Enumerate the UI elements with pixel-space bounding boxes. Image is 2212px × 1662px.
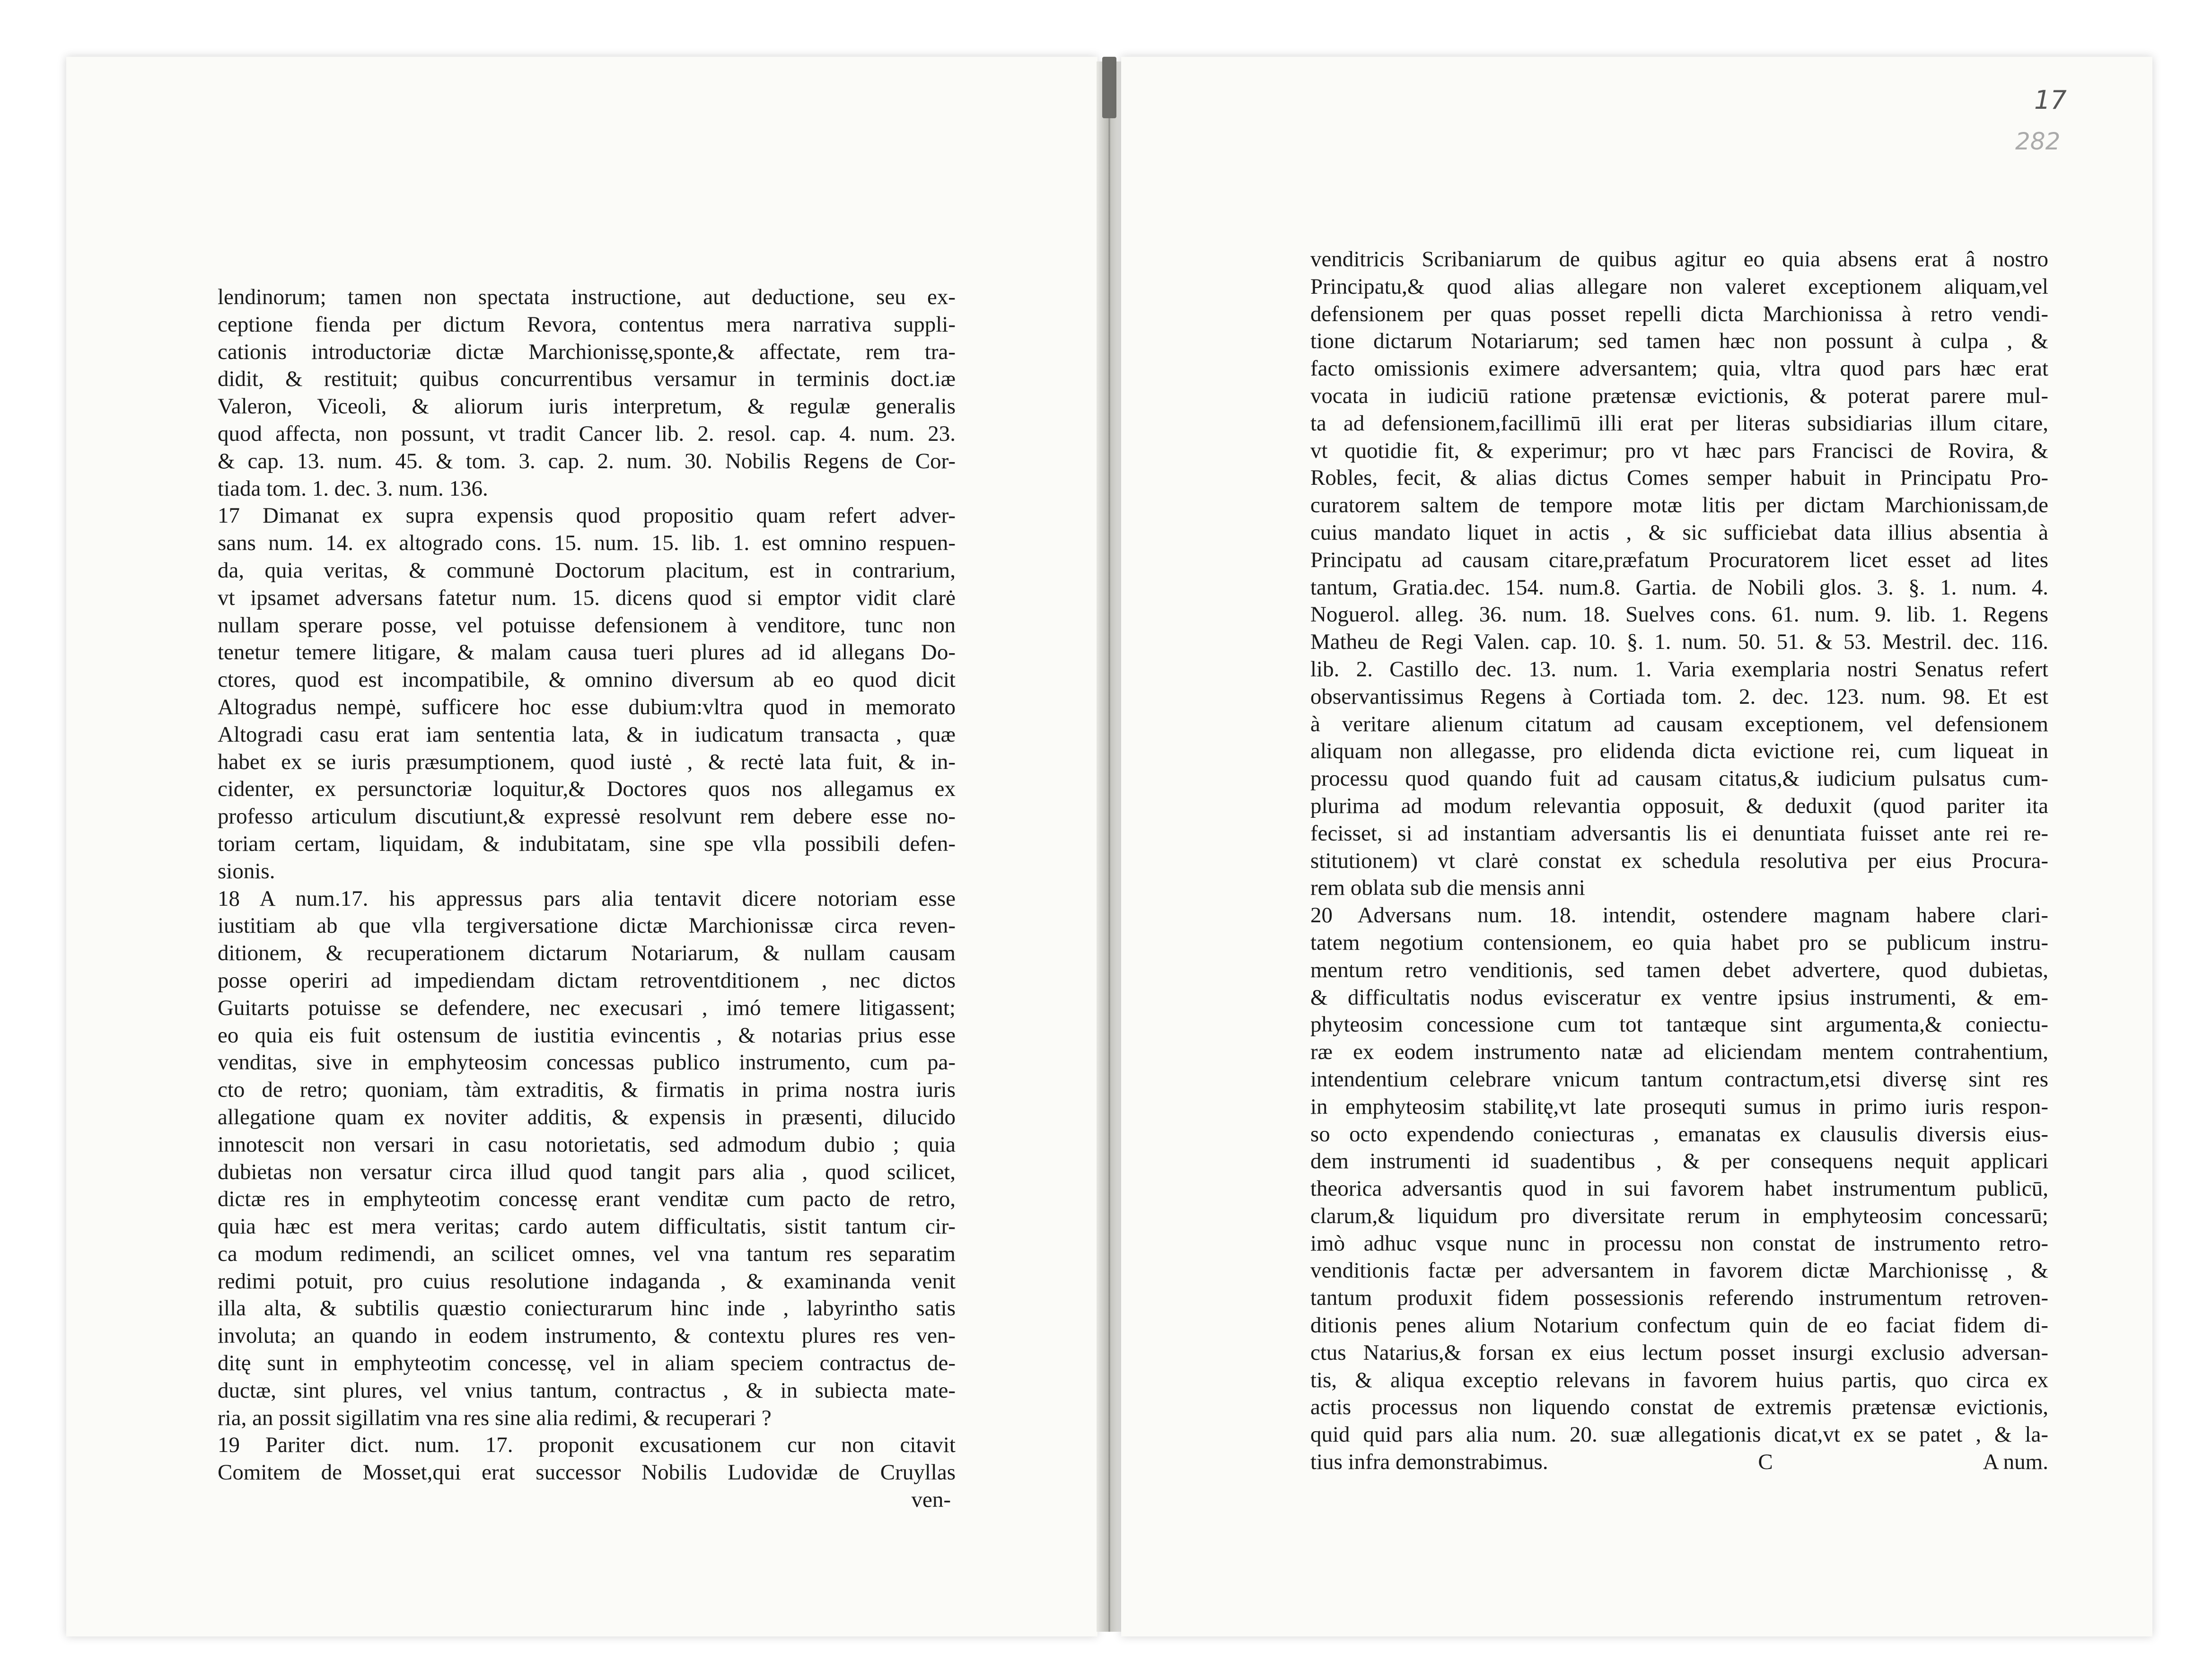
text-line: tantum, Gratia.dec. 154. num.8. Gartia. de Nobili glos. 3. §. 1. num. 4.	[1310, 575, 2048, 600]
text-line: lendinorum; tamen non spectata instructione, aut deductione, seu ex-	[218, 285, 956, 309]
text-line: actis processus non liquendo constat de extremis prætensæ evictionis,	[1310, 1395, 2048, 1420]
text-line: Comitem de Mosset,qui erat successor Nobilis Ludovidæ de Cruyllas	[218, 1460, 956, 1485]
text-line: observantissimus Regens à Cortiada tom. 2. dec. 123. num. 98. Et est	[1310, 684, 2048, 709]
text-line: plurima ad modum relevantia opposuit, & deduxit (quod pariter ita	[1310, 793, 2048, 818]
text-line: allegatione quam ex noviter additis, & expensis in præsenti, dilucido	[218, 1104, 956, 1129]
text-line: 17 Dimanat ex supra expensis quod propositio quam refert adver-	[218, 503, 956, 528]
text-line: habet ex se iuris præsumptionem, quod iustė , & rectė lata fuit, & in-	[218, 749, 956, 774]
text-line: dictæ res in emphyteotim concessę erant venditæ cum pacto de retro,	[218, 1187, 956, 1212]
text-line: cuius mandato liquet in actis , & sic sufficiebat data illius absentia à	[1310, 520, 2048, 545]
text-line: Principatu,& quod alias allegare non valeret exceptionem aliquam,vel	[1310, 274, 2048, 299]
text-line: Altogradi casu erat iam sententia lata, & in iudicatum transacta , quæ	[218, 722, 956, 747]
text-line: professo articulum discutiunt,& expressė resolvunt rem debere esse no-	[218, 804, 956, 829]
text-line: venditricis Scribaniarum de quibus agitur eo quia absens erat â nostro	[1310, 247, 2048, 271]
text-line: sionis.	[218, 858, 275, 883]
text-line: nullam sperare posse, vel potuisse defensionem à venditore, tunc non	[218, 612, 956, 638]
text-line: vocata in iudiciū ratione prætensæ evictionis, & poterat parere mul-	[1310, 383, 2048, 408]
text-line: processu quod quando fuit ad causam citatus,& iudicium pulsatus cum-	[1310, 766, 2048, 791]
text-line: ria, an possit sigillatim vna res sine alia redimi, & recuperari ?	[218, 1405, 772, 1430]
text-line: 18 A num.17. his appressus pars alia tentavit dicere notoriam esse	[218, 886, 956, 911]
text-line: ctores, quod est incompatibile, & omnino diversum ab eo quod dicit	[218, 667, 956, 692]
text-line: defensionem per quas posset repelli dicta Marchionissa à retro vendi-	[1310, 301, 2048, 326]
text-line: ta ad defensionem,facillimū illi erat per literas subsidiarias illum citare,	[1310, 411, 2048, 436]
text-line: à veritare alienum citatum ad causam exceptionem, vel defensionem	[1310, 711, 2048, 736]
text-line: aliquam non allegasse, pro elidenda dicta evictione rei, cum liqueat in	[1310, 739, 2048, 764]
text-line: tantum produxit fidem possessionis referendo instrumentum retroven-	[1310, 1286, 2048, 1311]
text-line: Principatu ad causam citare,præfatum Procuratorem licet esset ad lites	[1310, 547, 2048, 572]
signature-mark: C	[1758, 1450, 1773, 1475]
text-line: redimi potuit, pro cuius resolutione indaganda , & examinanda venit	[218, 1268, 956, 1294]
text-line: so octo expendendo coniecturas , emanatas ex clausulis diversis eius-	[1310, 1121, 2048, 1146]
text-line: clarum,& liquidum pro diversitate rerum in emphyteosim concessarū;	[1310, 1203, 2048, 1228]
text-line: illa alta, & subtilis quæstio coniecturarum hinc inde , labyrintho satis	[218, 1296, 956, 1321]
text-line: tiada tom. 1. dec. 3. num. 136.	[218, 476, 488, 501]
text-line: mentum retro venditionis, sed tamen debet advertere, quod dubietas,	[1310, 957, 2048, 982]
text-line: phyteosim concessione cum tot tantæque sint argumenta,& coniectu-	[1310, 1012, 2048, 1037]
text-line: facto omissionis eximere adversantem; quia, vltra quod pars hæc erat	[1310, 356, 2048, 381]
text-line: 20 Adversans num. 18. intendit, ostendere magnam habere clari-	[1310, 903, 2048, 928]
text-line: ctus Natarius,& forsan ex eius lectum posset insurgi exclusio adversan-	[1310, 1340, 2048, 1365]
text-line: Matheu de Regi Valen. cap. 10. §. 1. num. 50. 51. & 53. Mestril. dec. 116.	[1310, 630, 2048, 655]
text-line: Guitarts potuisse se defendere, nec execusari , imó temere litigassent;	[218, 995, 956, 1020]
text-line: ceptione fienda per dictum Revora, contentus mera narrativa suppli-	[218, 312, 956, 337]
text-line: quid quid pars alia num. 20. suæ allegationis dicat,vt ex se patet , & la-	[1310, 1422, 2048, 1447]
text-line: 19 Pariter dict. num. 17. proponit excusationem cur non citavit	[218, 1433, 956, 1458]
last-line: tius infra demonstrabimus.	[1310, 1450, 1548, 1475]
left-page-text	[218, 284, 956, 1514]
last-line-row	[1310, 1449, 2048, 1476]
binding-clip	[1102, 57, 1116, 118]
text-line: quia hæc est mera veritas; cardo autem difficultatis, sistit tantum cir-	[218, 1214, 956, 1239]
text-line: imò adhuc vsque nunc in processu non constat de instrumento retro-	[1310, 1231, 2048, 1256]
text-line: cationis introductoriæ dictæ Marchionissę,sponte,& affectate, rem tra-	[218, 339, 956, 364]
text-line: tione dictarum Notariarum; sed tamen hæc non possunt à culpa , &	[1310, 329, 2048, 354]
text-line: ca modum redimendi, an scilicet omnes, vel vna tantum res separatim	[218, 1241, 956, 1266]
right-page-text	[1310, 246, 2048, 1476]
folio-number: 17	[2034, 85, 2067, 115]
text-line: iustitiam ab que vlla tergiversatione dictæ Marchionissæ circa reven-	[218, 913, 956, 938]
text-line: intendentium celebrare vnicum tantum contractum,etsi diversę sint res	[1310, 1067, 2048, 1092]
text-line: involuta; an quando in eodem instrumento, & contextu plures res ven-	[218, 1323, 956, 1348]
text-line: venditas, sive in emphyteosim concessas publico instrumento, cum pa-	[218, 1050, 956, 1075]
text-line: didit, & restituit; quibus concurrentibus versamur in terminis doct.iæ	[218, 367, 956, 392]
text-line: dubietas non versatur circa illud quod tangit pars alia , quod scilicet,	[218, 1159, 956, 1184]
catchword: A num.	[1983, 1450, 2048, 1475]
text-line: theorica adversantis quod in sui favorem habet instrumentum publicū,	[1310, 1176, 2048, 1201]
left-page	[66, 57, 1097, 1636]
text-line: vt ipsamet adversans fatetur num. 15. dicens quod si emptor vidit clarė	[218, 585, 956, 610]
text-line: ditionis penes alium Notarium confectum quin de eo faciat fidem di-	[1310, 1313, 2048, 1338]
text-line: ditionem, & recuperationem dictarum Notariarum, & nullam causam	[218, 941, 956, 966]
text-line: rem oblata sub die mensis anni	[1310, 875, 1585, 901]
book-gutter	[1097, 61, 1122, 1632]
text-line: fecisset, si ad instantiam adversantis lis ei denuntiata fuisset ante rei re-	[1310, 821, 2048, 846]
text-line: ditę sunt in emphyteotim concessę, vel in aliam speciem contractus de-	[218, 1351, 956, 1376]
text-line: curatorem saltem de tempore motæ litis per dictam Marchionissam,de	[1310, 493, 2048, 518]
text-line: & cap. 13. num. 45. & tom. 3. cap. 2. num. 30. Nobilis Regens de Cor-	[218, 448, 956, 473]
text-line: vt quotidie fit, & experimur; pro vt hæc pars Francisci de Rovira, &	[1310, 438, 2048, 463]
text-line: tis, & aliqua exceptio relevans in favorem huius partis, quo circa ex	[1310, 1367, 2048, 1392]
text-line: & difficultatis nodus evisceratur ex ventre ipsius instrumenti, & em-	[1310, 985, 2048, 1010]
text-line: eo quia eis fuit ostensum de iustitia evincentis , & notarias prius esse	[218, 1023, 956, 1048]
text-line: tatem negotium contensionem, eo quia habet pro se publicum instru-	[1310, 930, 2048, 955]
text-line: Altogradus nempė, sufficere hoc esse dubium:vltra quod in memorato	[218, 694, 956, 719]
text-line: da, quia veritas, & communė Doctorum placitum, est in contrarium,	[218, 558, 956, 583]
text-line: stitutionem) vt clarė constat ex schedula resolutiva per eius Procura-	[1310, 848, 2048, 873]
text-line: lib. 2. Castillo dec. 13. num. 1. Varia exemplaria nostri Senatus refert	[1310, 656, 2048, 682]
folio-pencil-number: 282	[2015, 128, 2061, 155]
text-line: posse operiri ad impediendam dictam retroventditionem , nec dictos	[218, 968, 956, 993]
text-line: Noguerol. alleg. 36. num. 18. Suelves cons. 61. num. 9. lib. 1. Regens	[1310, 602, 2048, 627]
text-line: quod affecta, non possunt, vt tradit Cancer lib. 2. resol. cap. 4. num. 23.	[218, 421, 956, 446]
text-line: cidenter, ex persunctoriæ loquitur,& Doctores quos nos allegamus ex	[218, 777, 956, 802]
text-line: sans num. 14. ex altogrado cons. 15. num. 15. lib. 1. est omnino respuen-	[218, 531, 956, 556]
text-line: ræ ex eodem instrumento natæ ad eliciendam mentem contrahentium,	[1310, 1040, 2048, 1065]
text-line: tenetur temere litigare, & malam causa tueri plures ad id allegans Do-	[218, 640, 956, 665]
text-line: venditionis factæ per adversantem in favorem dictæ Marchionissę , &	[1310, 1258, 2048, 1283]
text-line: toriam certam, liquidam, & indubitatam, sine spe vlla possibili defen-	[218, 831, 956, 856]
text-line: Valeron, Viceoli, & aliorum iuris interpretum, & regulæ generalis	[218, 394, 956, 419]
text-line: cto de retro; quoniam, tàm extraditis, & firmatis in prima nostra iuris	[218, 1077, 956, 1102]
text-line: dem instrumenti id suadentibus , & per consequens nequit applicari	[1310, 1149, 2048, 1174]
text-line: in emphyteosim stabilitę,vt late prosequti sumus in primo iuris respon-	[1310, 1094, 2048, 1119]
text-line: innotescit non versari in casu notorietatis, sed admodum dubio ; quia	[218, 1132, 956, 1157]
right-page	[1121, 57, 2152, 1636]
text-line: ductæ, sint plures, vel vnius tantum, contractus , & in subiecta mate-	[218, 1378, 956, 1403]
text-line: Robles, fecit, & alias dictus Comes semper habuit in Principatu Pro-	[1310, 465, 2048, 490]
catchword: ven-	[911, 1487, 951, 1513]
